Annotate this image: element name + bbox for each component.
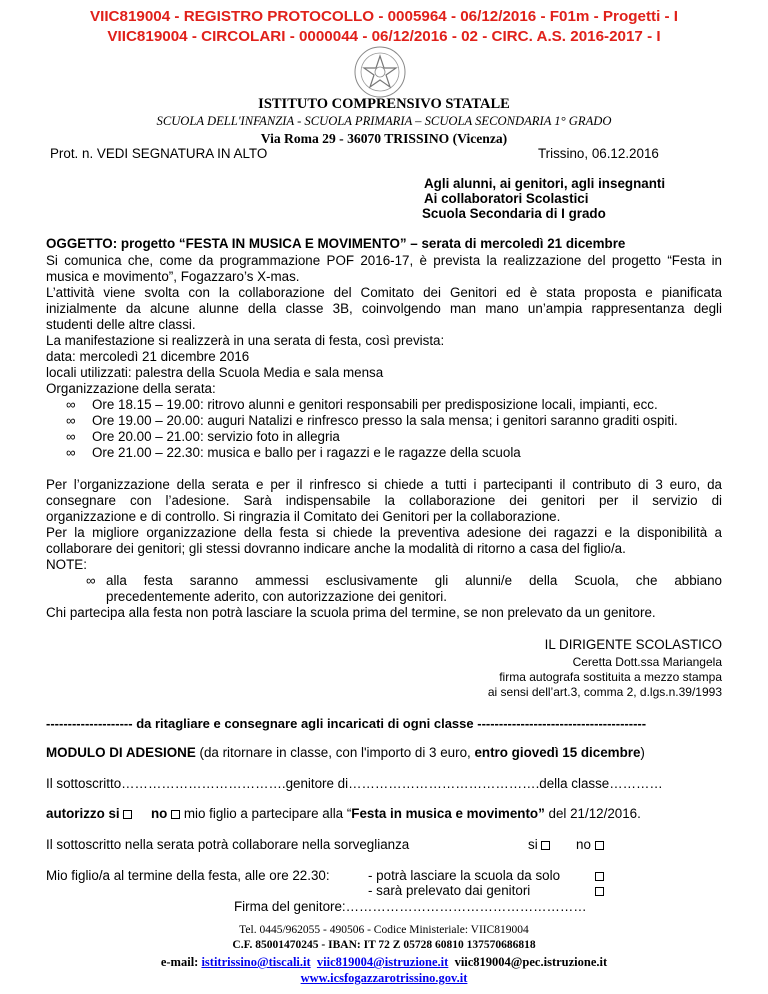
schedule-item: ∞ Ore 21.00 – 22.30: musica e ballo per i ragazzi e le ragazze della scuola <box>66 445 521 460</box>
body-line: La manifestazione si realizzerà in una serata di festa, così prevista: <box>46 333 445 348</box>
collaboration-yes: si <box>528 837 550 852</box>
return-option-parents: - sarà prelevato dai genitori <box>368 883 531 898</box>
schedule-item: ∞ Ore 20.00 – 21.00: servizio foto in allegria <box>66 429 340 444</box>
footer-contacts: Tel. 0445/962055 - 490506 - Codice Ministeriale: VIIC819004 <box>239 924 529 936</box>
notes-heading: NOTE: <box>46 557 87 572</box>
bullet-icon: ∞ <box>66 397 76 412</box>
signature-note: firma autografa sostituita a mezzo stampa <box>499 670 722 684</box>
form-parent-line: Il sottoscritto……………………………….genitore di…………………………………….della classe………… <box>46 776 663 791</box>
event-venues: locali utilizzati: palestra della Scuola Media e sala mensa <box>46 365 384 380</box>
return-alone-checkbox[interactable] <box>595 872 604 881</box>
email-link[interactable]: viic819004@istruzione.it <box>316 955 449 969</box>
bullet-icon: ∞ <box>66 429 76 444</box>
place-date: Trissino, 06.12.2016 <box>538 146 659 161</box>
form-title: MODULO DI ADESIONE (da ritornare in classe, con l'importo di 3 euro, entro giovedì 15 dicembre) <box>46 745 645 760</box>
event-date: data: mercoledì 21 dicembre 2016 <box>46 349 250 364</box>
return-parents-checkbox[interactable] <box>595 887 604 896</box>
recipient-line: Ai collaboratori Scolastici <box>424 191 589 206</box>
bullet-icon: ∞ <box>66 413 76 428</box>
school-name: ISTITUTO COMPRENSIVO STATALE <box>258 96 510 112</box>
form-return-label: Mio figlio/a al termine della festa, alle ore 22.30: <box>46 868 330 883</box>
school-address: Via Roma 29 - 36070 TRISSINO (Vicenza) <box>260 131 508 146</box>
body-line: inizialmente da alcune alunne della classe 3B, coinvolgendo man mano un’ampia rappresentanza degli <box>46 301 722 316</box>
footer-website <box>0 971 768 986</box>
note-item: ∞ alla festa saranno ammessi esclusivamente gli alunni/e della Scuola, che abbiano <box>86 573 722 588</box>
collaboration-no: no <box>576 837 604 852</box>
footer-emails: e-mail: istitrissino@tiscali.it viic819004@istruzione.it viic819004@pec.istruzione.it <box>160 955 608 969</box>
cut-line: -------------------- da ritagliare e consegnare agli incaricati di ogni classe --------------------------------------- <box>46 716 647 731</box>
recipient-line: Scuola Secondaria di I grado <box>422 206 606 221</box>
email-link[interactable]: istitrissino@tiscali.it <box>201 955 311 969</box>
letter-subject: OGGETTO: progetto “FESTA IN MUSICA E MOVIMENTO” – serata di mercoledì 21 dicembre <box>46 236 626 251</box>
schedule-item: ∞ Ore 19.00 – 20.00: auguri Natalizi e rinfresco presso la sala mensa; i genitori saranno graditi ospiti. <box>66 413 678 428</box>
note-item-continuation: precedentemente aderito, con autorizzazione dei genitori. <box>106 589 447 604</box>
parent-signature-field[interactable]: Firma del genitore:……………………………………………… <box>234 899 587 914</box>
signature-note: ai sensi dell’art.3, comma 2, d.lgs.n.39/1993 <box>487 685 722 699</box>
bullet-icon: ∞ <box>86 573 96 588</box>
body-line: musica e movimento”, Fogazzaro’s X-mas. <box>46 269 300 284</box>
signatory-title: IL DIRIGENTE SCOLASTICO <box>544 637 722 652</box>
body-line: Si comunica che, come da programmazione POF 2016-17, è prevista la realizzazione del progetto “Festa in <box>46 253 722 268</box>
body-line: Chi partecipa alla festa non potrà lasciare la scuola prima del termine, se non prelevato da un genitore. <box>46 605 656 620</box>
signatory-name: Ceretta Dott.ssa Mariangela <box>572 655 722 669</box>
form-collaboration-label: Il sottoscritto nella serata potrà collaborare nella sorveglianza <box>46 837 410 852</box>
pec-email: viic819004@pec.istruzione.it <box>454 955 608 969</box>
school-levels: SCUOLA DELL'INFANZIA - SCUOLA PRIMARIA – SCUOLA SECONDARIA 1° GRADO <box>156 114 612 128</box>
protocol-stamp-line-1: VIIC819004 - REGISTRO PROTOCOLLO - 0005964 - 06/12/2016 - F01m - Progetti - I <box>89 8 679 25</box>
authorize-yes-checkbox[interactable] <box>123 810 132 819</box>
schedule-heading: Organizzazione della serata: <box>46 381 216 396</box>
republic-emblem-icon <box>352 44 408 100</box>
body-line: L’attività viene svolta con la collaborazione del Comitato dei Genitori ed è stata proposta e pianificata <box>46 285 722 300</box>
collaboration-yes-checkbox[interactable] <box>541 841 550 850</box>
protocol-number: Prot. n. VEDI SEGNATURA IN ALTO <box>50 146 268 161</box>
body-line: organizzazione e di controllo. Si ringrazia il Comitato dei Genitori per la collaborazione. <box>46 509 561 524</box>
return-option-alone: - potrà lasciare la scuola da solo <box>368 868 561 883</box>
schedule-item: ∞ Ore 18.15 – 19.00: ritrovo alunni e genitori responsabili per predisposizione locali, impianti, ecc. <box>66 397 658 412</box>
protocol-stamp-line-2: VIIC819004 - CIRCOLARI - 0000044 - 06/12/2016 - 02 - CIRC. A.S. 2016-2017 - I <box>107 28 661 45</box>
body-line: collaborare dei genitori; gli stessi dovranno indicare anche la modalità di ritorno a casa del figlio/a. <box>46 541 626 556</box>
body-line: consegnare con l’adesione. Sarà indispensabile la collaborazione dei genitori per il servizio di <box>46 493 722 508</box>
footer-fiscal: C.F. 85001470245 - IBAN: IT 72 Z 05728 60810 137570686818 <box>232 939 536 951</box>
body-line: Per l’organizzazione della serata e per il rinfresco si chiede a tutti i partecipanti il contributo di 3 euro, da <box>46 477 722 492</box>
bullet-icon: ∞ <box>66 445 76 460</box>
recipient-line: Agli alunni, ai genitori, agli insegnanti <box>424 176 666 191</box>
collaboration-no-checkbox[interactable] <box>595 841 604 850</box>
website-link[interactable]: www.icsfogazzarotrissino.gov.it <box>300 971 468 985</box>
authorize-no-checkbox[interactable] <box>171 810 180 819</box>
body-line: Per la migliore organizzazione della festa si chiede la preventiva adesione dei ragazzi e la disponibilità a <box>46 525 722 540</box>
body-line: studenti delle altre classi. <box>46 317 196 332</box>
form-authorization: autorizzo si no mio figlio a partecipare alla “Festa in musica e movimento” del 21/12/2016. <box>46 806 641 821</box>
